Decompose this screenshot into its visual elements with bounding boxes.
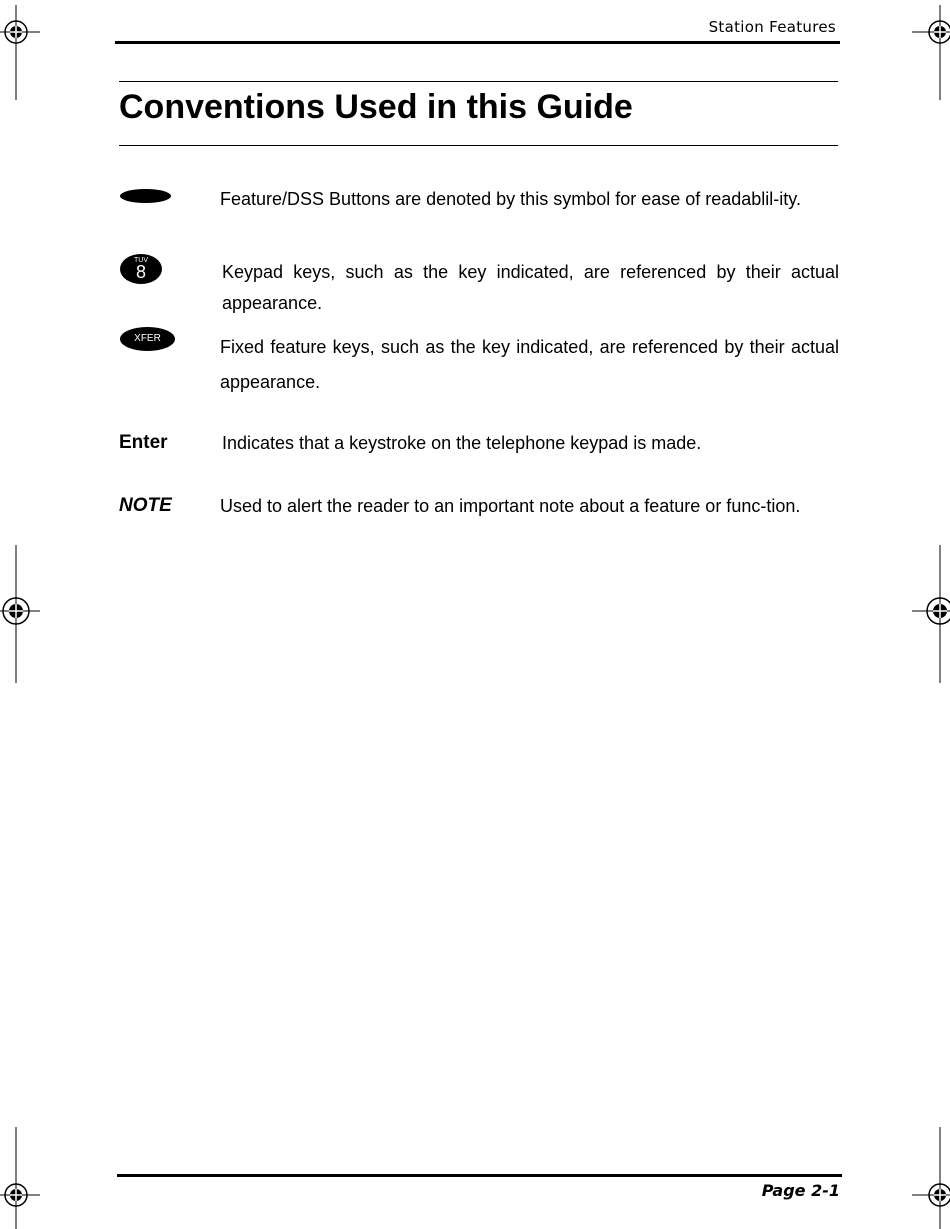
page-title: Conventions Used in this Guide (119, 88, 633, 126)
title-rule-top (119, 81, 838, 82)
term-note: NOTE (119, 495, 172, 516)
registration-mark-bottom-left-icon (0, 1127, 40, 1229)
header-rule (115, 41, 840, 44)
fixed-feature-key-symbol-icon (120, 327, 175, 351)
title-rule-bottom (119, 145, 838, 146)
registration-mark-middle-left-icon (0, 545, 40, 683)
fixed-feature-key-label: XFER (134, 333, 161, 344)
keypad-key-symbol-icon (120, 254, 162, 284)
registration-mark-middle-right-icon (912, 545, 950, 683)
feature-button-description: Feature/DSS Buttons are denoted by this symbol for ease of readablil-ity. (220, 189, 801, 209)
keypad-key-letters: TUV (134, 257, 148, 264)
fixed-feature-key-description: Fixed feature keys, such as the key indicated, are referenced by their actual appearance. (220, 337, 839, 392)
running-header: Station Features (708, 18, 836, 36)
feature-button-symbol-icon (120, 189, 171, 203)
keypad-key-description: Keypad keys, such as the key indicated, are referenced by their actual appearance. (222, 262, 839, 313)
term-enter: Enter (119, 432, 168, 453)
registration-mark-top-right-icon (912, 5, 950, 100)
note-description: Used to alert the reader to an important note about a feature or func-tion. (220, 496, 801, 516)
footer-rule (117, 1174, 842, 1177)
page-number: Page 2-1 (761, 1181, 840, 1200)
registration-mark-bottom-right-icon (912, 1127, 950, 1229)
keypad-key-digit: 8 (135, 262, 146, 282)
registration-mark-top-left-icon (0, 5, 40, 100)
enter-description: Indicates that a keystroke on the telephone keypad is made. (222, 433, 702, 453)
